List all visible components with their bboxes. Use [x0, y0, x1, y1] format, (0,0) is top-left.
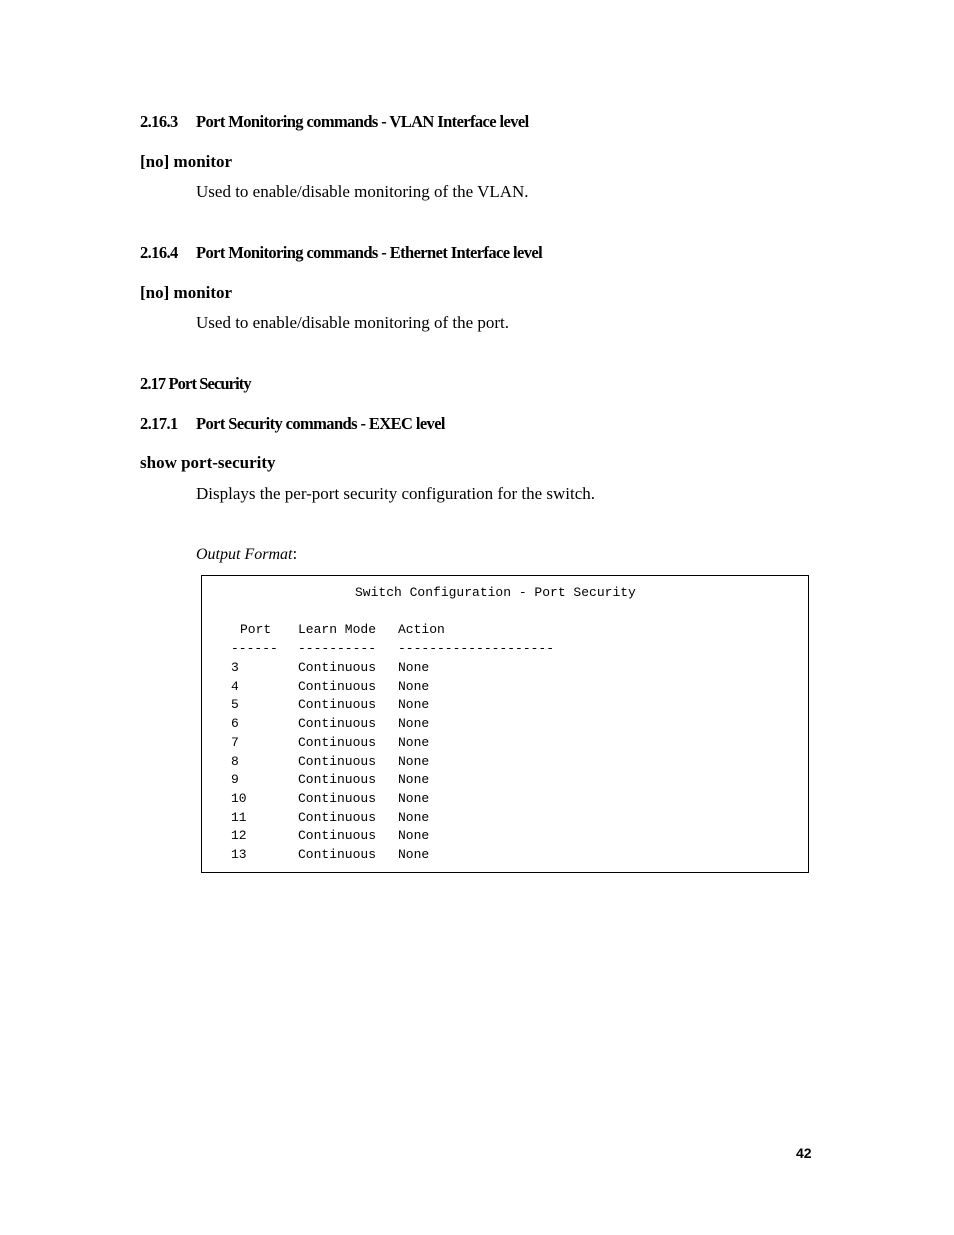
page-number: 42 [796, 1145, 812, 1161]
cell-action: None [398, 697, 430, 713]
cell-port: 4 [231, 678, 239, 694]
section-number: 2.16.4 [140, 243, 178, 262]
cell-port: 8 [231, 753, 239, 769]
cell-learn-mode: Continuous [298, 678, 377, 694]
cell-action: None [398, 828, 430, 844]
output-format-text: Output Format [196, 546, 293, 563]
console-header-learn-mode: Learn Mode [298, 622, 377, 637]
cell-action: None [398, 678, 430, 694]
section-heading-2-17-1 [140, 414, 445, 434]
cell-action: None [398, 847, 430, 862]
command-heading-show-port-security: show port-security [140, 453, 276, 472]
cell-action: None [398, 809, 430, 825]
section-title: Port Monitoring commands - VLAN Interface level [196, 112, 529, 131]
section-heading-2-16-4 [140, 243, 542, 263]
cell-learn-mode: Continuous [298, 790, 377, 806]
command-description-vlan-monitor: Used to enable/disable monitoring of the VLAN. [196, 182, 529, 201]
cell-action: None [398, 734, 430, 750]
command-description-show-port-security: Displays the per-port security configuration for the switch. [196, 484, 596, 503]
output-format-label [196, 544, 297, 564]
cell-learn-mode: Continuous [298, 734, 377, 750]
section-number: 2.17.1 [140, 414, 178, 433]
cell-learn-mode: Continuous [298, 716, 377, 732]
cell-action: None [398, 753, 430, 769]
section-title: Port Security commands - EXEC level [196, 414, 445, 433]
section-heading-2-17: 2.17 Port Security [140, 374, 251, 393]
cell-action: None [398, 790, 430, 806]
cell-learn-mode: Continuous [298, 753, 377, 769]
cell-action: None [398, 716, 430, 732]
cell-learn-mode: Continuous [298, 847, 377, 862]
cell-action: None [398, 772, 430, 788]
section-heading-2-16-3 [140, 112, 529, 132]
cell-port: 6 [231, 716, 239, 732]
cell-port: 10 [231, 790, 247, 806]
console-separator-action: -------------------- [398, 641, 555, 656]
cell-learn-mode: Continuous [298, 828, 377, 844]
cell-port: 7 [231, 734, 239, 750]
cell-port: 3 [231, 660, 239, 675]
section-number: 2.16.3 [140, 112, 178, 131]
cell-port: 11 [231, 809, 247, 825]
console-title: Switch Configuration - Port Security [355, 585, 636, 600]
cell-action: None [398, 660, 430, 675]
cell-port: 12 [231, 828, 247, 844]
console-separator-port: ------ [231, 641, 278, 656]
command-description-port-monitor: Used to enable/disable monitoring of the port. [196, 313, 510, 332]
console-output-box [201, 575, 809, 873]
console-separator-learn-mode: ---------- [298, 641, 377, 656]
cell-port: 9 [231, 772, 239, 788]
cell-learn-mode: Continuous [298, 697, 377, 713]
cell-port: 5 [231, 697, 239, 713]
cell-port: 13 [231, 847, 247, 862]
cell-learn-mode: Continuous [298, 772, 377, 788]
command-heading-port-monitor: [no] monitor [140, 283, 233, 302]
section-title: Port Monitoring commands - Ethernet Interface level [196, 243, 543, 262]
output-format-colon: : [292, 544, 298, 563]
cell-learn-mode: Continuous [298, 660, 377, 675]
command-heading-vlan-monitor: [no] monitor [140, 152, 233, 171]
cell-learn-mode: Continuous [298, 809, 377, 825]
console-header-action: Action [398, 622, 445, 637]
console-header-port: Port [240, 622, 272, 637]
